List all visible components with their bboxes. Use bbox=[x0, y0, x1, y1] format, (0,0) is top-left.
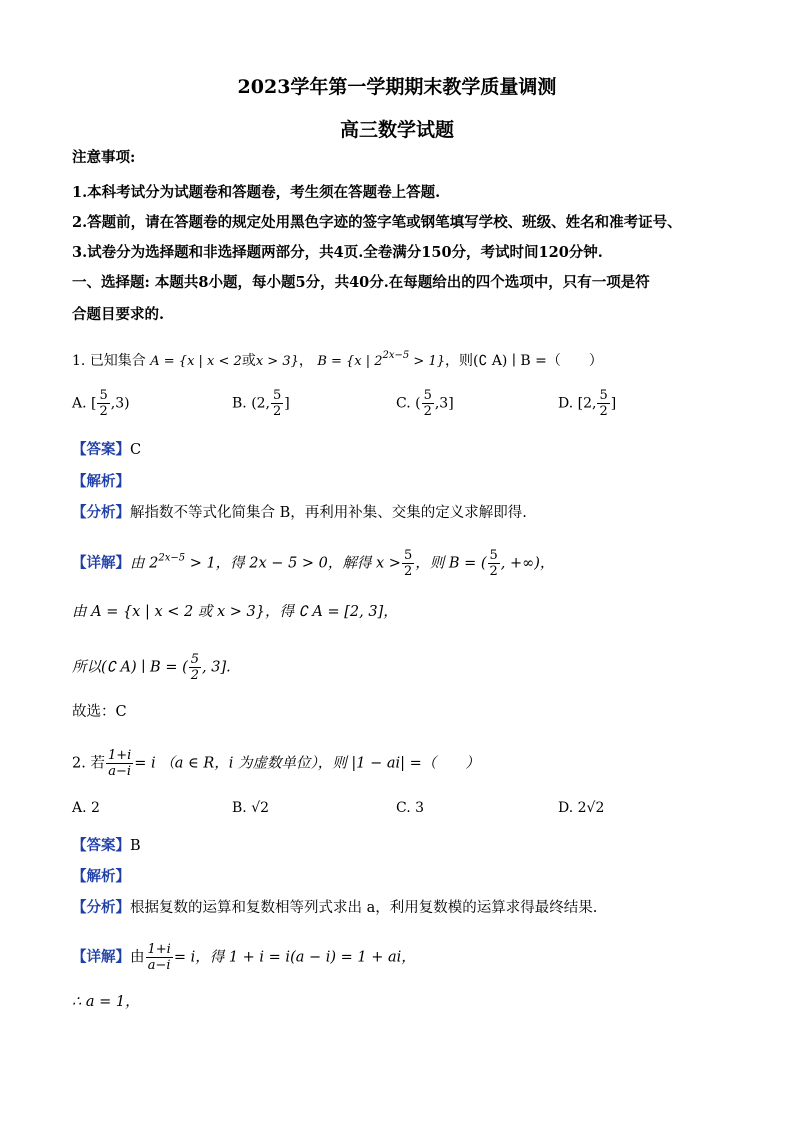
frac-num: 1+i bbox=[107, 748, 132, 763]
q1-set-b-exponent: 2x−5 bbox=[382, 350, 410, 361]
detail-text: > 1，得 2x − 5 > 0，解得 x > bbox=[185, 555, 401, 572]
fenxi-tag: 【分析】 bbox=[72, 899, 130, 916]
q2-option-d[interactable]: D. 2√2 bbox=[558, 800, 605, 816]
analysis-tag: 【解析】 bbox=[72, 473, 130, 490]
fraction bbox=[597, 388, 609, 419]
frac-num: 5 bbox=[190, 652, 200, 667]
frac-num: 1+i bbox=[147, 942, 171, 957]
detail-text: 由 2 bbox=[130, 555, 159, 572]
q2-stem-prefix: 若 bbox=[90, 755, 105, 772]
analysis-tag: 【解析】 bbox=[72, 868, 130, 885]
answer-value: C bbox=[130, 442, 142, 458]
fraction bbox=[189, 652, 201, 683]
answer-value: B bbox=[130, 838, 141, 854]
q1-comma: ， bbox=[298, 353, 313, 369]
section-heading-line2: 合题目要求的. bbox=[72, 306, 165, 323]
fraction bbox=[422, 388, 434, 419]
detail-exponent: 2x−5 bbox=[158, 552, 186, 564]
fraction bbox=[97, 388, 109, 419]
q1-answer bbox=[72, 440, 754, 460]
fraction bbox=[146, 942, 173, 973]
frac-num: 5 bbox=[489, 548, 498, 563]
q2-stem bbox=[72, 748, 754, 779]
frac-den: 2 bbox=[190, 668, 200, 683]
q1-stem-prefix: 已知集合 bbox=[89, 353, 146, 369]
frac-den: 2 bbox=[273, 404, 282, 419]
q2-number: 2. bbox=[72, 755, 86, 772]
q1-detail-3 bbox=[72, 652, 754, 683]
frac-den: 2 bbox=[403, 564, 413, 579]
q1-detail-1 bbox=[72, 548, 754, 579]
q2-stem-text: = i （a ∈ R，i 为虚数单位），则 |1 − ai| =（ ） bbox=[134, 755, 480, 772]
q1-option-d[interactable]: D. [2, $\frac{5}{2}$ ] bbox=[558, 388, 617, 419]
q1-set-b-prefix: B = {x | 2 bbox=[317, 354, 383, 369]
notes-heading: 注意事项: bbox=[72, 149, 136, 166]
q1-or: 或 bbox=[241, 353, 256, 369]
frac-num: 5 bbox=[273, 388, 282, 403]
fraction bbox=[402, 548, 414, 579]
frac-den: 2 bbox=[489, 564, 498, 579]
frac-num: 5 bbox=[99, 388, 108, 403]
note-item-2: 2.答题前，请在答题卷的规定处用黑色字迹的签字笔或钢笔填写学校、班级、姓名和准考证号、 bbox=[72, 214, 682, 231]
q1-detail-2: 由 A = {x | x < 2 或 x > 3}，得 ∁ A = [2, 3]， bbox=[72, 604, 398, 620]
fenxi-text: 根据复数的运算和复数相等列式求出 a，利用复数模的运算求得最终结果. bbox=[130, 900, 598, 916]
frac-den: 2 bbox=[99, 404, 108, 419]
q2-option-a[interactable]: A. 2 bbox=[72, 800, 100, 816]
q1-set-a-end: x > 3} bbox=[255, 354, 299, 369]
q1-set-a: A = {x | x < 2 bbox=[150, 354, 242, 369]
note-item-3: 3.试卷分为选择题和非选择题两部分，共4页.全卷满分150分，考试时间120分钟. bbox=[72, 244, 603, 261]
detail-tag: 【详解】 bbox=[72, 948, 130, 966]
detail-text: 所以(∁ A) ∣ B = ( bbox=[72, 659, 188, 676]
q2-analysis-tag bbox=[72, 867, 754, 887]
frac-num: 5 bbox=[403, 548, 413, 563]
fraction bbox=[106, 748, 133, 779]
q1-set-b-suffix: > 1} bbox=[409, 354, 445, 369]
q2-answer bbox=[72, 836, 754, 856]
q2-option-c[interactable]: C. 3 bbox=[396, 800, 425, 816]
frac-den: 2 bbox=[423, 404, 432, 419]
q1-option-c[interactable]: C. ( $\frac{5}{2}$ ,3] bbox=[396, 388, 454, 419]
frac-num: 5 bbox=[599, 388, 608, 403]
exam-title: 2023学年第一学期期末教学质量调测 bbox=[237, 76, 557, 98]
q1-number: 1. bbox=[72, 353, 86, 369]
q1-option-a[interactable]: A. [ $\frac{5}{2}$ ,3) bbox=[72, 388, 130, 419]
fraction bbox=[488, 548, 500, 579]
answer-tag: 【答案】 bbox=[72, 441, 130, 458]
q1-set-b bbox=[317, 350, 445, 369]
detail-text: , +∞)， bbox=[500, 555, 555, 572]
q2-option-b[interactable]: B. √2 bbox=[232, 800, 270, 816]
q1-conclusion: 故选：C bbox=[72, 704, 127, 720]
q1-option-b[interactable]: B. (2, $\frac{5}{2}$ ] bbox=[232, 388, 290, 419]
detail-text: = i，得 1 + i = i(a − i) = 1 + ai， bbox=[173, 949, 416, 966]
note-item-1: 1.本科考试分为试题卷和答题卷，考生须在答题卷上答题. bbox=[72, 184, 441, 201]
q1-fenxi bbox=[72, 503, 754, 523]
fraction bbox=[271, 388, 283, 419]
q1-ask: ，则(∁ A) ∣ B =（ ） bbox=[445, 353, 603, 369]
detail-tag: 【详解】 bbox=[72, 554, 130, 572]
q2-detail-2: ∴ a = 1， bbox=[72, 994, 140, 1010]
q1-analysis-tag bbox=[72, 472, 754, 492]
q1-stem bbox=[72, 346, 754, 372]
fenxi-tag: 【分析】 bbox=[72, 504, 130, 521]
frac-den: a−i bbox=[108, 764, 132, 779]
q2-fenxi bbox=[72, 898, 754, 918]
fenxi-text: 解指数不等式化简集合 B，再利用补集、交集的定义求解即得. bbox=[130, 505, 527, 521]
frac-den: a−i bbox=[147, 958, 171, 973]
detail-text: , 3]. bbox=[202, 659, 231, 676]
q2-detail-1 bbox=[72, 942, 754, 973]
detail-text: ，则 B = ( bbox=[415, 555, 487, 572]
exam-subtitle: 高三数学试题 bbox=[339, 119, 454, 141]
detail-text: 由 bbox=[130, 949, 145, 966]
frac-num: 5 bbox=[423, 388, 432, 403]
frac-den: 2 bbox=[599, 404, 608, 419]
answer-tag: 【答案】 bbox=[72, 837, 130, 854]
section-heading-line1: 一、选择题: 本题共8小题，每小题5分，共40分.在每题给出的四个选项中，只有一项是符 bbox=[72, 274, 650, 291]
